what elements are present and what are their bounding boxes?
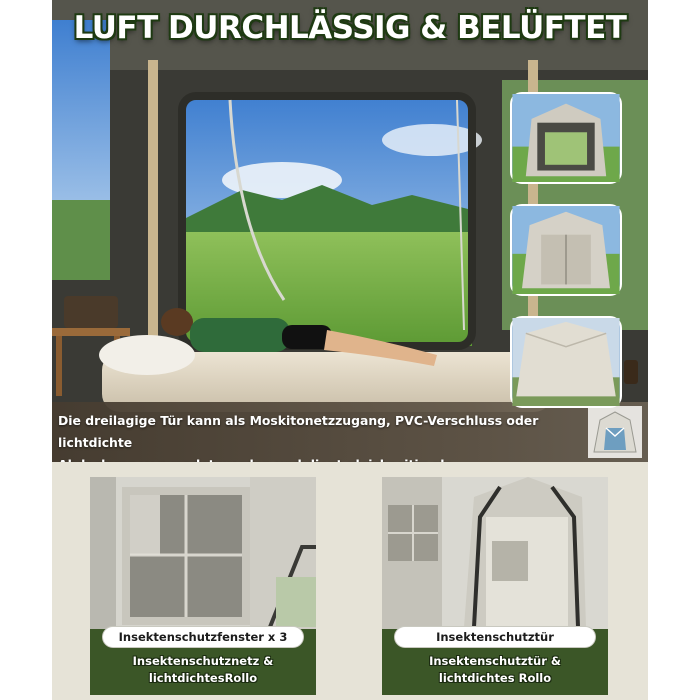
card-description-line-1: Insektenschutznetz &	[132, 654, 274, 668]
card-description-line-1: Insektenschutztür &	[429, 654, 561, 668]
door-photo	[382, 477, 608, 637]
card-description	[382, 653, 608, 687]
tent-icon	[588, 406, 642, 458]
feature-card-door	[382, 477, 608, 695]
thumbnail-shelter-tent	[510, 316, 622, 408]
thumbnail-closed-tent	[510, 204, 622, 296]
thumbnail-open-tent	[510, 92, 622, 184]
card-description	[90, 653, 316, 687]
card-description-line-2: lichtdichtesRollo	[148, 671, 258, 685]
card-label: Insektenschutzfenster x 3	[102, 626, 304, 648]
hero-title: LUFT DURCHLÄSSIG & BELÜFTET	[73, 10, 627, 46]
feature-card-window	[90, 477, 316, 695]
card-description-line-2: lichtdichtes Rollo	[438, 671, 552, 685]
card-label: Insektenschutztür	[394, 626, 596, 648]
window-photo	[90, 477, 316, 637]
caption-line-1: Die dreilagige Tür kann als Moskitonetzzugang, PVC-Verschluss oder lichtdichte	[58, 413, 539, 450]
